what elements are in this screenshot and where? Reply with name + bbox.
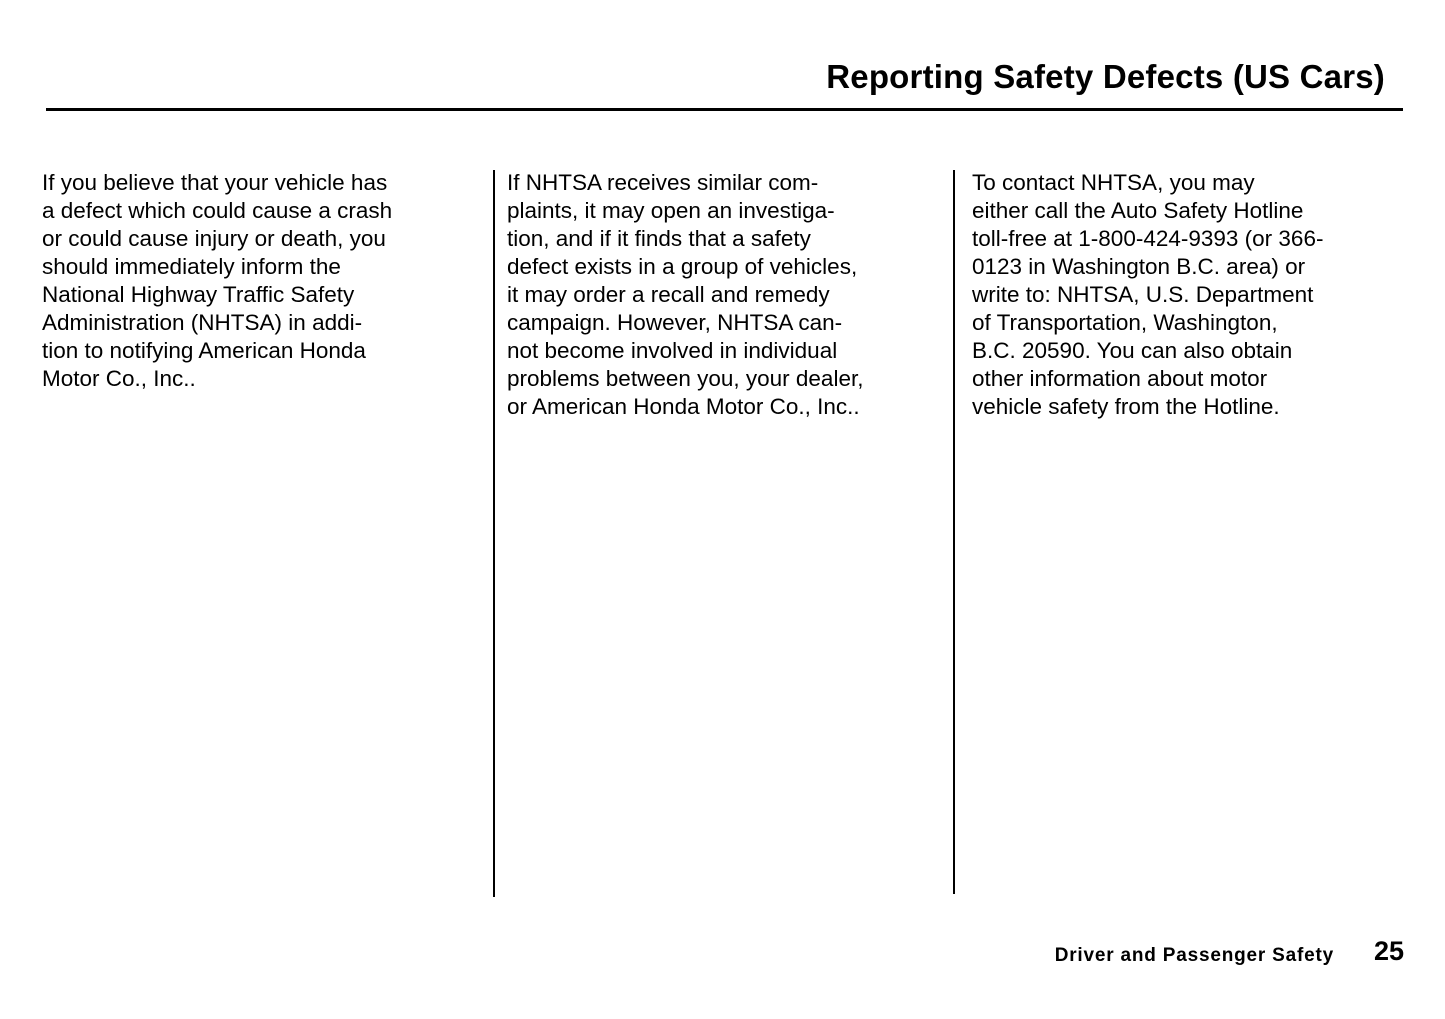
title-rule xyxy=(46,108,1403,111)
text-line: or could cause injury or death, you xyxy=(42,226,386,251)
text-column-1 xyxy=(42,169,472,393)
text-line: vehicle safety from the Hotline. xyxy=(972,394,1280,419)
text-line: Administration (NHTSA) in addi- xyxy=(42,310,363,335)
text-line: 0123 in Washington B.C. area) or xyxy=(972,254,1306,279)
text-line: other information about motor xyxy=(972,366,1268,391)
text-column-3 xyxy=(972,169,1412,421)
text-line: plaints, it may open an investiga- xyxy=(507,198,835,223)
text-line: a defect which could cause a crash xyxy=(42,198,393,223)
text-line: toll-free at 1-800-424-9393 (or 366- xyxy=(972,226,1324,251)
text-line: To contact NHTSA, you may xyxy=(972,170,1255,195)
text-line: problems between you, your dealer, xyxy=(507,366,864,391)
text-line: If NHTSA receives similar com- xyxy=(507,170,819,195)
text-line: write to: NHTSA, U.S. Department xyxy=(972,282,1314,307)
text-line: it may order a recall and remedy xyxy=(507,282,830,307)
text-line: not become involved in individual xyxy=(507,338,838,363)
text-line: tion, and if it finds that a safety xyxy=(507,226,811,251)
page-title: Reporting Safety Defects (US Cars) xyxy=(826,58,1385,95)
text-column-2 xyxy=(507,169,947,421)
text-line: tion to notifying American Honda xyxy=(42,338,366,363)
text-line: either call the Auto Safety Hotline xyxy=(972,198,1304,223)
text-line: should immediately inform the xyxy=(42,254,341,279)
text-line: Motor Co., Inc.. xyxy=(42,366,196,391)
column-divider xyxy=(493,170,495,897)
text-line: or American Honda Motor Co., Inc.. xyxy=(507,394,860,419)
text-line: National Highway Traffic Safety xyxy=(42,282,355,307)
text-line: of Transportation, Washington, xyxy=(972,310,1278,335)
text-line: If you believe that your vehicle has xyxy=(42,170,388,195)
footer-section-label: Driver and Passenger Safety xyxy=(1054,945,1334,966)
column-divider xyxy=(953,170,955,894)
text-line: campaign. However, NHTSA can- xyxy=(507,310,843,335)
page-number: 25 xyxy=(1373,936,1404,966)
text-line: B.C. 20590. You can also obtain xyxy=(972,338,1293,363)
text-line: defect exists in a group of vehicles, xyxy=(507,254,858,279)
